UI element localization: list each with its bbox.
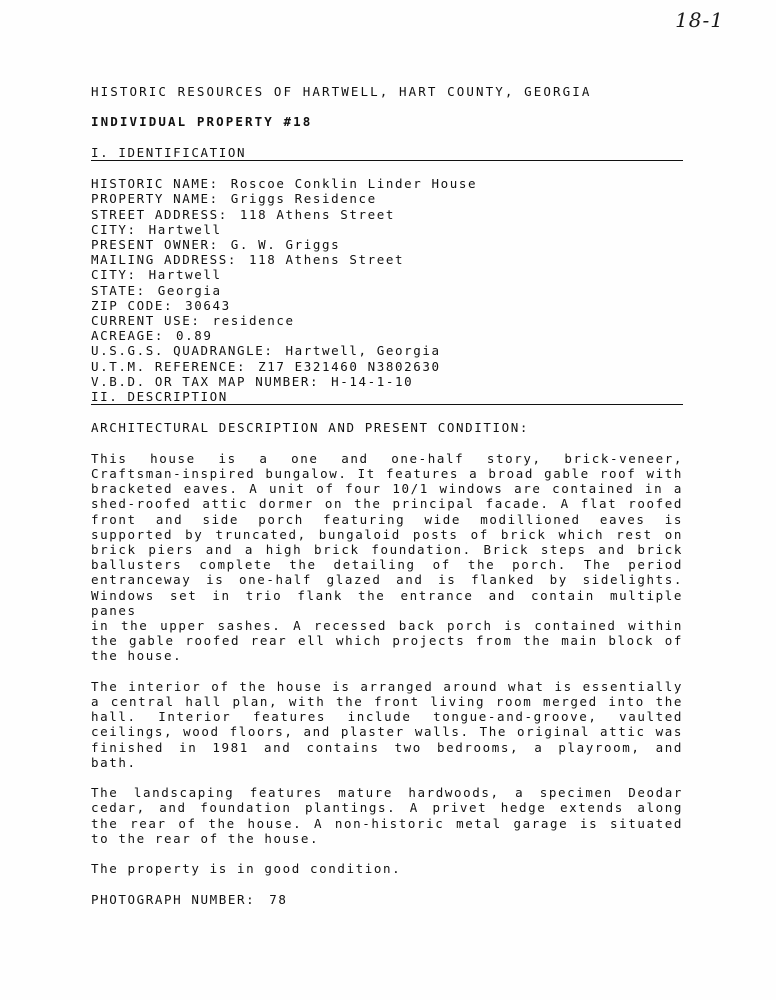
field-label: HISTORIC NAME: [91, 176, 219, 192]
description-subheading: ARCHITECTURAL DESCRIPTION AND PRESENT CONDITION: [91, 420, 530, 436]
field-row [91, 222, 683, 237]
description-paragraph [91, 785, 683, 846]
field-label: V.B.D. OR TAX MAP NUMBER: [91, 373, 320, 389]
field-value: G. W. Griggs [230, 236, 341, 252]
field-label: MAILING ADDRESS: [91, 252, 238, 268]
field-value: 118 Athens Street [249, 252, 405, 268]
paragraph-line: The interior of the house is arranged around what is essentially [91, 678, 683, 694]
field-label: U.T.M. REFERENCE: [91, 358, 247, 374]
description-heading [91, 389, 683, 405]
field-label: PROPERTY NAME: [91, 191, 219, 207]
paragraph-line: shed-roofed attic dormer on the principal facade. A flat roofed [91, 496, 683, 512]
identification-fields [91, 176, 683, 389]
document-body [91, 84, 683, 907]
paragraph-line: brick piers and a high brick foundation. Brick steps and brick [91, 542, 683, 558]
property-heading: INDIVIDUAL PROPERTY #18 [91, 114, 313, 130]
paragraph-line: the gable roofed rear ell which projects from the main block of [91, 633, 683, 649]
paragraph-line: The property is in good condition. [91, 861, 402, 877]
photograph-number-row [91, 892, 683, 907]
field-value: Georgia [157, 282, 222, 298]
field-label: CURRENT USE: [91, 313, 201, 328]
field-row [91, 328, 683, 343]
field-row [91, 343, 683, 358]
field-row [91, 359, 683, 374]
handwritten-page-number: 18-1 [675, 8, 724, 32]
identification-heading [91, 145, 683, 161]
field-label: U.S.G.S. QUADRANGLE: [91, 343, 274, 359]
field-row [91, 283, 683, 298]
identification-heading-text: I. IDENTIFICATION [91, 144, 247, 160]
paragraph-line: Craftsman-inspired bungalow. It features a broad gable roof with [91, 466, 683, 481]
field-label: ZIP CODE: [91, 297, 174, 313]
field-value: Griggs Residence [230, 191, 377, 207]
field-row [91, 237, 683, 252]
paragraph-line: ceilings, wood floors, and plaster walls. The original attic was [91, 724, 683, 740]
paragraph-line: This house is a one and one-half story, brick-veneer, [91, 450, 683, 466]
field-value: Hartwell [148, 221, 222, 237]
paragraph-line: The landscaping features mature hardwoods, a specimen Deodar [91, 785, 683, 801]
field-label: CITY: [91, 221, 137, 237]
field-row [91, 374, 683, 389]
paragraph-line: the rear of the house. A non-historic metal garage is situated [91, 815, 683, 831]
field-value: H-14-1-10 [331, 373, 414, 389]
field-row [91, 313, 683, 328]
field-label: STREET ADDRESS: [91, 206, 228, 222]
photograph-number-value: 78 [269, 891, 288, 907]
paragraph-line: in the upper sashes. A recessed back porch is contained within [91, 618, 683, 634]
description-paragraph [91, 451, 683, 664]
field-value: Z17 E321460 N3802630 [258, 358, 441, 374]
field-row [91, 191, 683, 206]
field-value: Hartwell [148, 267, 222, 283]
paragraph-line: hall. Interior features include tongue-and-groove, vaulted [91, 709, 683, 725]
field-row [91, 298, 683, 313]
paragraph-line: the house. [91, 648, 183, 664]
photograph-number-label: PHOTOGRAPH NUMBER: [91, 891, 256, 907]
description-heading-text: II. DESCRIPTION [91, 389, 228, 405]
paragraph-line: entranceway is one-half glazed and is flanked by sidelights. [91, 572, 683, 588]
field-label: PRESENT OWNER: [91, 236, 219, 252]
field-value: 118 Athens Street [239, 206, 396, 222]
paragraph-line: supported by truncated, bungaloid posts of brick which rest on [91, 526, 683, 542]
paragraph-line: cedar, and foundation plantings. A privet hedge extends along [91, 800, 683, 816]
paragraph-line: Windows set in trio flank the entrance and contain multiple panes [91, 587, 683, 618]
field-value: Hartwell, Georgia [285, 343, 441, 359]
paragraph-line: ballusters complete the detailing of the porch. The period [91, 557, 683, 573]
description-paragraph [91, 861, 683, 876]
description-paragraph [91, 679, 683, 770]
field-row [91, 207, 683, 222]
field-row [91, 267, 683, 282]
field-value: Roscoe Conklin Linder House [230, 176, 478, 192]
field-value: 30643 [185, 297, 231, 313]
field-label: CITY: [91, 267, 137, 283]
paragraph-line: front and side porch featuring wide modillioned eaves is [91, 511, 683, 527]
field-value: 0.89 [176, 328, 213, 344]
paragraph-line: to the rear of the house. [91, 830, 320, 846]
paragraph-line: bracketed eaves. A unit of four 10/1 windows are contained in a [91, 481, 683, 497]
paragraph-line: finished in 1981 and contains two bedrooms, a playroom, and bath. [91, 739, 683, 770]
paragraph-line: a central hall plan, with the front living room merged into the [91, 694, 683, 710]
field-value: residence [212, 313, 295, 328]
document-title: HISTORIC RESOURCES OF HARTWELL, HART COUNTY, GEORGIA [91, 84, 592, 99]
field-label: ACREAGE: [91, 328, 165, 344]
field-label: STATE: [91, 282, 146, 298]
field-row [91, 252, 683, 267]
field-row [91, 176, 683, 191]
